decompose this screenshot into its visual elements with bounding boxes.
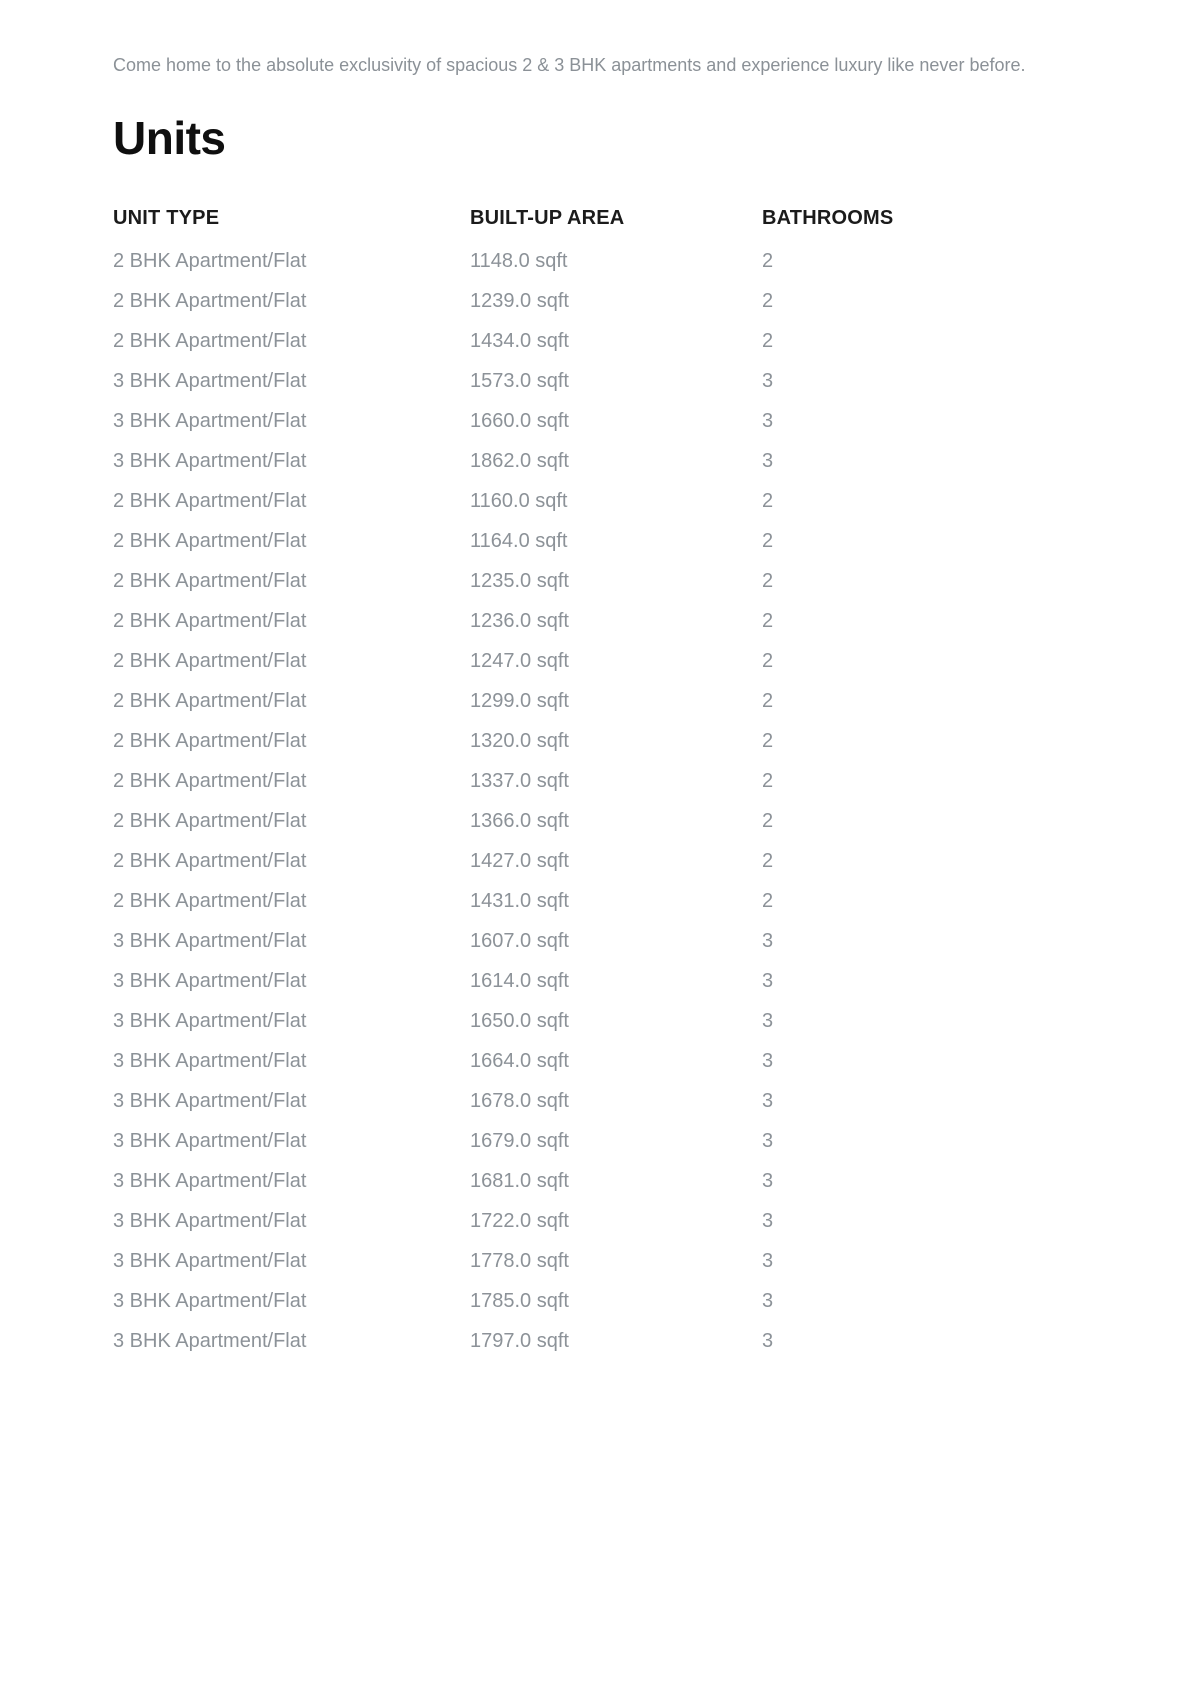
bathrooms-cell: 3 <box>762 930 774 952</box>
table-row <box>113 841 1079 881</box>
unit-type-cell: 3 BHK Apartment/Flat <box>113 930 307 952</box>
unit-type-cell: 2 BHK Apartment/Flat <box>113 850 307 872</box>
table-row <box>113 1161 1079 1201</box>
bathrooms-cell: 3 <box>762 450 774 472</box>
units-table <box>113 207 1079 1361</box>
built-up-area-cell: 1664.0 sqft <box>470 1050 569 1072</box>
built-up-area-cell: 1239.0 sqft <box>470 290 569 312</box>
bathrooms-cell: 2 <box>762 570 774 592</box>
built-up-area-cell: 1366.0 sqft <box>470 810 569 832</box>
unit-type-cell: 3 BHK Apartment/Flat <box>113 1290 307 1312</box>
table-row <box>113 801 1079 841</box>
intro-paragraph: Come home to the absolute exclusivity of spacious 2 & 3 BHK apartments and experience luxury like never before. <box>113 55 1026 75</box>
built-up-area-cell: 1679.0 sqft <box>470 1130 569 1152</box>
table-row <box>113 321 1079 361</box>
unit-type-cell: 2 BHK Apartment/Flat <box>113 730 307 752</box>
unit-type-cell: 3 BHK Apartment/Flat <box>113 410 307 432</box>
built-up-area-cell: 1247.0 sqft <box>470 650 569 672</box>
table-row <box>113 1041 1079 1081</box>
bathrooms-cell: 3 <box>762 370 774 392</box>
bathrooms-cell: 3 <box>762 1050 774 1072</box>
built-up-area-cell: 1660.0 sqft <box>470 410 569 432</box>
table-row <box>113 1241 1079 1281</box>
built-up-area-cell: 1681.0 sqft <box>470 1170 569 1192</box>
table-row <box>113 481 1079 521</box>
table-row <box>113 1001 1079 1041</box>
unit-type-cell: 2 BHK Apartment/Flat <box>113 290 307 312</box>
bathrooms-cell: 3 <box>762 1330 774 1352</box>
table-row <box>113 681 1079 721</box>
table-row <box>113 1081 1079 1121</box>
bathrooms-cell: 2 <box>762 610 774 632</box>
unit-type-cell: 3 BHK Apartment/Flat <box>113 370 307 392</box>
unit-type-cell: 2 BHK Apartment/Flat <box>113 690 307 712</box>
bathrooms-cell: 2 <box>762 650 774 672</box>
unit-type-cell: 2 BHK Apartment/Flat <box>113 890 307 912</box>
built-up-area-cell: 1427.0 sqft <box>470 850 569 872</box>
table-row <box>113 921 1079 961</box>
built-up-area-cell: 1320.0 sqft <box>470 730 569 752</box>
bathrooms-cell: 3 <box>762 1130 774 1152</box>
bathrooms-cell: 3 <box>762 970 774 992</box>
table-row <box>113 641 1079 681</box>
bathrooms-cell: 2 <box>762 730 774 752</box>
header-unit-type: UNIT TYPE <box>113 207 220 229</box>
bathrooms-cell: 3 <box>762 1210 774 1232</box>
header-built-up-area: BUILT-UP AREA <box>470 207 625 229</box>
table-row <box>113 1281 1079 1321</box>
unit-type-cell: 3 BHK Apartment/Flat <box>113 1210 307 1232</box>
built-up-area-cell: 1434.0 sqft <box>470 330 569 352</box>
built-up-area-cell: 1235.0 sqft <box>470 570 569 592</box>
built-up-area-cell: 1573.0 sqft <box>470 370 569 392</box>
header-bathrooms: BATHROOMS <box>762 207 894 229</box>
bathrooms-cell: 3 <box>762 1250 774 1272</box>
unit-type-cell: 2 BHK Apartment/Flat <box>113 250 307 272</box>
unit-type-cell: 2 BHK Apartment/Flat <box>113 490 307 512</box>
unit-type-cell: 2 BHK Apartment/Flat <box>113 570 307 592</box>
table-header-row <box>113 207 1079 241</box>
built-up-area-cell: 1650.0 sqft <box>470 1010 569 1032</box>
unit-type-cell: 3 BHK Apartment/Flat <box>113 1330 307 1352</box>
unit-type-cell: 2 BHK Apartment/Flat <box>113 530 307 552</box>
bathrooms-cell: 3 <box>762 1170 774 1192</box>
built-up-area-cell: 1614.0 sqft <box>470 970 569 992</box>
unit-type-cell: 2 BHK Apartment/Flat <box>113 330 307 352</box>
built-up-area-cell: 1160.0 sqft <box>470 490 568 512</box>
bathrooms-cell: 2 <box>762 690 774 712</box>
table-row <box>113 521 1079 561</box>
table-row <box>113 241 1079 281</box>
bathrooms-cell: 3 <box>762 410 774 432</box>
units-table-body <box>113 241 1079 1361</box>
table-row <box>113 601 1079 641</box>
bathrooms-cell: 2 <box>762 890 774 912</box>
unit-type-cell: 3 BHK Apartment/Flat <box>113 1010 307 1032</box>
page-title: Units <box>113 112 226 164</box>
built-up-area-cell: 1299.0 sqft <box>470 690 569 712</box>
bathrooms-cell: 2 <box>762 810 774 832</box>
built-up-area-cell: 1722.0 sqft <box>470 1210 569 1232</box>
bathrooms-cell: 2 <box>762 250 774 272</box>
built-up-area-cell: 1236.0 sqft <box>470 610 569 632</box>
built-up-area-cell: 1785.0 sqft <box>470 1290 569 1312</box>
built-up-area-cell: 1607.0 sqft <box>470 930 569 952</box>
bathrooms-cell: 2 <box>762 330 774 352</box>
table-row <box>113 401 1079 441</box>
bathrooms-cell: 2 <box>762 490 774 512</box>
bathrooms-cell: 2 <box>762 290 774 312</box>
unit-type-cell: 3 BHK Apartment/Flat <box>113 970 307 992</box>
unit-type-cell: 3 BHK Apartment/Flat <box>113 1170 307 1192</box>
built-up-area-cell: 1678.0 sqft <box>470 1090 569 1112</box>
unit-type-cell: 3 BHK Apartment/Flat <box>113 450 307 472</box>
table-row <box>113 281 1079 321</box>
unit-type-cell: 3 BHK Apartment/Flat <box>113 1130 307 1152</box>
table-row <box>113 721 1079 761</box>
bathrooms-cell: 3 <box>762 1010 774 1032</box>
built-up-area-cell: 1797.0 sqft <box>470 1330 569 1352</box>
table-row <box>113 881 1079 921</box>
table-row <box>113 1201 1079 1241</box>
unit-type-cell: 3 BHK Apartment/Flat <box>113 1250 307 1272</box>
table-row <box>113 761 1079 801</box>
unit-type-cell: 2 BHK Apartment/Flat <box>113 610 307 632</box>
bathrooms-cell: 3 <box>762 1090 774 1112</box>
table-row <box>113 561 1079 601</box>
bathrooms-cell: 2 <box>762 530 774 552</box>
unit-type-cell: 2 BHK Apartment/Flat <box>113 650 307 672</box>
table-row <box>113 1121 1079 1161</box>
table-row <box>113 1321 1079 1361</box>
bathrooms-cell: 2 <box>762 770 774 792</box>
built-up-area-cell: 1148.0 sqft <box>470 250 568 272</box>
table-row <box>113 441 1079 481</box>
unit-type-cell: 2 BHK Apartment/Flat <box>113 810 307 832</box>
built-up-area-cell: 1431.0 sqft <box>470 890 569 912</box>
built-up-area-cell: 1164.0 sqft <box>470 530 568 552</box>
table-row <box>113 361 1079 401</box>
bathrooms-cell: 3 <box>762 1290 774 1312</box>
table-row <box>113 961 1079 1001</box>
built-up-area-cell: 1337.0 sqft <box>470 770 569 792</box>
bathrooms-cell: 2 <box>762 850 774 872</box>
unit-type-cell: 2 BHK Apartment/Flat <box>113 770 307 792</box>
unit-type-cell: 3 BHK Apartment/Flat <box>113 1050 307 1072</box>
built-up-area-cell: 1862.0 sqft <box>470 450 569 472</box>
built-up-area-cell: 1778.0 sqft <box>470 1250 569 1272</box>
unit-type-cell: 3 BHK Apartment/Flat <box>113 1090 307 1112</box>
